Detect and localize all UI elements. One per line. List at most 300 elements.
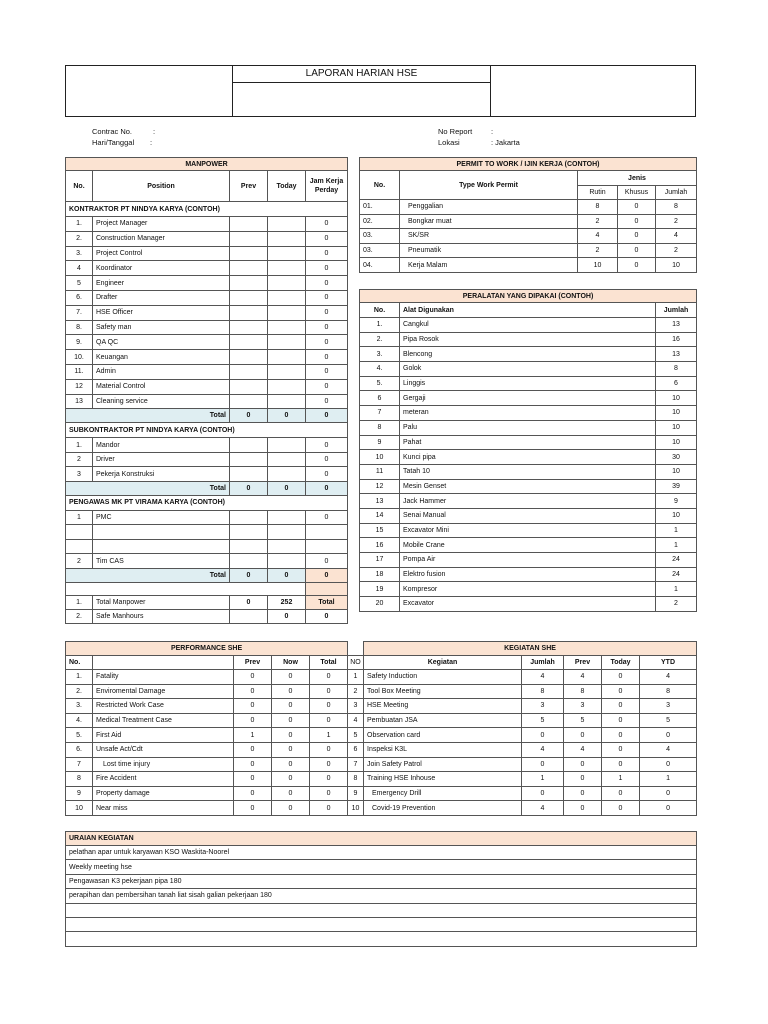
mp-pengawas-jam xyxy=(306,539,348,554)
keg-row-kegiatan: Pembuatan JSA xyxy=(364,713,522,728)
perf-row-total: 0 xyxy=(310,699,348,714)
equipment-row-no: 4. xyxy=(360,362,400,377)
mp-pengawas-no xyxy=(66,525,93,540)
mp-kontraktor-jam: 0 xyxy=(306,276,348,291)
mp-kontraktor-today xyxy=(268,276,306,291)
table-row xyxy=(66,452,348,467)
mp-kontraktor-today xyxy=(268,379,306,394)
mp-empty xyxy=(66,582,306,595)
keg-row-prev: 8 xyxy=(564,684,602,699)
perf-header-item xyxy=(93,656,234,670)
perf-row-now: 0 xyxy=(272,713,310,728)
mp-summary-label: Total Manpower xyxy=(93,595,230,609)
equipment-row-name: Cangkul xyxy=(400,318,656,333)
permit-header-type: Type Work Permit xyxy=(400,171,578,200)
equipment-row-name: Golok xyxy=(400,362,656,377)
table-row xyxy=(66,350,348,365)
mp-subkontraktor-jam: 0 xyxy=(306,452,348,467)
mp-subkontraktor-position: Mandor xyxy=(93,438,230,453)
perf-row-item: Restricted Work Case xyxy=(93,699,234,714)
equipment-row-no: 5. xyxy=(360,376,400,391)
keg-row-ytd: 4 xyxy=(640,742,697,757)
mp-subkontraktor-prev xyxy=(230,452,268,467)
mp-subkontraktor-position: Driver xyxy=(93,452,230,467)
uraian-table xyxy=(65,831,697,947)
uraian-row: Weekly meeting hse xyxy=(66,860,697,874)
perf-row-no: 1. xyxy=(66,670,93,685)
equipment-row-name: Linggis xyxy=(400,376,656,391)
mp-kontraktor-position: HSE Officer xyxy=(93,305,230,320)
mp-pengawas-today xyxy=(268,525,306,540)
equipment-row-no: 2. xyxy=(360,332,400,347)
mp-kontraktor-jam: 0 xyxy=(306,305,348,320)
equipment-row-jumlah: 10 xyxy=(656,464,697,479)
equipment-header-name: Alat Digunakan xyxy=(400,303,656,318)
perf-row-now: 0 xyxy=(272,801,310,816)
mp-kontraktor-no: 8. xyxy=(66,320,93,335)
keg-row-kegiatan: Inspeksi K3L xyxy=(364,742,522,757)
equipment-row-jumlah: 1 xyxy=(656,538,697,553)
perf-row-total: 0 xyxy=(310,742,348,757)
table-row xyxy=(66,539,348,554)
permit-row-khusus: 0 xyxy=(618,200,656,215)
keg-row-today: 0 xyxy=(602,684,640,699)
mp-kontraktor-today xyxy=(268,350,306,365)
keg-row-prev: 0 xyxy=(564,728,602,743)
permit-header-khusus: Khusus xyxy=(618,186,656,200)
permit-row-type: Bongkar muat xyxy=(400,214,578,229)
keg-header-kegiatan: Kegiatan xyxy=(364,656,522,670)
keg-row-no: 5 xyxy=(348,728,364,743)
mp-total-today: 0 xyxy=(268,481,306,495)
equipment-row-jumlah: 13 xyxy=(656,318,697,333)
permit-row-rutin: 2 xyxy=(578,243,618,258)
perf-header-no: No. xyxy=(66,656,93,670)
uraian-row: pelathan apar untuk karyawan KSO Waskita-Noorel xyxy=(66,846,697,860)
keg-row-jumlah: 1 xyxy=(522,772,564,787)
table-row xyxy=(66,525,348,540)
mp-subkontraktor-no: 1. xyxy=(66,438,93,453)
equipment-row-jumlah: 10 xyxy=(656,435,697,450)
equipment-row-name: Excavator Mini xyxy=(400,523,656,538)
perf-row-total: 0 xyxy=(310,757,348,772)
equipment-row-name: Pahat xyxy=(400,435,656,450)
mp-group-pengawas: PENGAWAS MK PT VIRAMA KARYA (CONTOH) xyxy=(66,495,348,510)
equipment-row-no: 6 xyxy=(360,391,400,406)
table-row xyxy=(66,364,348,379)
mp-subkontraktor-today xyxy=(268,438,306,453)
equipment-row-name: Jack Hammer xyxy=(400,494,656,509)
mp-total-jam: 0 xyxy=(306,481,348,495)
keg-row-ytd: 0 xyxy=(640,801,697,816)
mp-kontraktor-position: Koordinator xyxy=(93,261,230,276)
keg-header-ytd: YTD xyxy=(640,656,697,670)
keg-row-kegiatan: Join Safety Patrol xyxy=(364,757,522,772)
keg-row-jumlah: 4 xyxy=(522,670,564,685)
equipment-row-jumlah: 1 xyxy=(656,523,697,538)
table-row xyxy=(66,290,348,305)
mp-pengawas-today xyxy=(268,554,306,569)
equipment-row-name: Pompa Air xyxy=(400,553,656,568)
mp-kontraktor-no: 11. xyxy=(66,364,93,379)
table-row xyxy=(66,438,348,453)
keg-row-kegiatan: Covid-19 Prevention xyxy=(364,801,522,816)
table-row xyxy=(66,305,348,320)
keg-row-prev: 3 xyxy=(564,699,602,714)
keg-row-jumlah: 4 xyxy=(522,801,564,816)
mp-kontraktor-no: 3. xyxy=(66,246,93,261)
keg-row-today: 0 xyxy=(602,786,640,801)
equipment-row-jumlah: 13 xyxy=(656,347,697,362)
equipment-row-no: 12 xyxy=(360,479,400,494)
mp-pengawas-today xyxy=(268,510,306,525)
keg-row-jumlah: 3 xyxy=(522,699,564,714)
mp-kontraktor-position: Construction Manager xyxy=(93,231,230,246)
perf-row-item: Near miss xyxy=(93,801,234,816)
mp-kontraktor-prev xyxy=(230,379,268,394)
keg-row-today: 0 xyxy=(602,670,640,685)
keg-row-no: 4 xyxy=(348,713,364,728)
keg-row-no: 2 xyxy=(348,684,364,699)
permit-row-no: 03. xyxy=(360,243,400,258)
mp-total-today: 0 xyxy=(268,568,306,582)
permit-row-jumlah: 2 xyxy=(656,214,697,229)
perf-row-prev: 0 xyxy=(234,801,272,816)
keg-row-today: 0 xyxy=(602,728,640,743)
permit-row-no: 02. xyxy=(360,214,400,229)
mp-kontraktor-jam: 0 xyxy=(306,290,348,305)
equipment-row-no: 15 xyxy=(360,523,400,538)
mp-kontraktor-prev xyxy=(230,217,268,232)
perf-row-now: 0 xyxy=(272,728,310,743)
manpower-table xyxy=(65,157,348,624)
perf-row-no: 2. xyxy=(66,684,93,699)
mp-kontraktor-position: Material Control xyxy=(93,379,230,394)
keg-row-today: 0 xyxy=(602,801,640,816)
table-row xyxy=(66,320,348,335)
uraian-row: Pengawasan K3 pekerjaan pipa 180 xyxy=(66,874,697,888)
equipment-row-name: Pipa Rosok xyxy=(400,332,656,347)
perf-row-item: Fatality xyxy=(93,670,234,685)
perf-row-total: 0 xyxy=(310,684,348,699)
perf-row-no: 9 xyxy=(66,786,93,801)
mp-kontraktor-jam: 0 xyxy=(306,335,348,350)
permit-row-rutin: 4 xyxy=(578,229,618,244)
mp-kontraktor-prev xyxy=(230,290,268,305)
mp-kontraktor-position: Keuangan xyxy=(93,350,230,365)
manpower-title: MANPOWER xyxy=(66,158,348,171)
report-label: No Report xyxy=(438,127,473,136)
keg-row-kegiatan: Observation card xyxy=(364,728,522,743)
mp-pengawas-no: 2 xyxy=(66,554,93,569)
page-title: LAPORAN HARIAN HSE xyxy=(233,66,490,83)
perf-header-now: Now xyxy=(272,656,310,670)
mp-kontraktor-no: 2. xyxy=(66,231,93,246)
mp-kontraktor-today xyxy=(268,246,306,261)
keg-row-ytd: 5 xyxy=(640,713,697,728)
keg-row-kegiatan: Safety Induction xyxy=(364,670,522,685)
mp-pengawas-position: Tim CAS xyxy=(93,554,230,569)
perf-row-item: Medical Treatment Case xyxy=(93,713,234,728)
mp-kontraktor-today xyxy=(268,364,306,379)
equipment-row-no: 3. xyxy=(360,347,400,362)
mp-kontraktor-prev xyxy=(230,364,268,379)
date-value: : xyxy=(150,138,153,147)
keg-row-kegiatan: Training HSE Inhouse xyxy=(364,772,522,787)
equipment-row-name: Mesin Genset xyxy=(400,479,656,494)
location-label: Lokasi xyxy=(438,138,460,147)
perf-row-item: Property damage xyxy=(93,786,234,801)
mp-total-spacer: Total xyxy=(66,481,230,495)
keg-row-no: 1 xyxy=(348,670,364,685)
mp-summary-label: Safe Manhours xyxy=(93,609,230,623)
mp-header-no: No. xyxy=(66,171,93,202)
mp-empty-peach xyxy=(306,582,348,595)
mp-total-spacer: Total xyxy=(66,568,230,582)
perf-row-item: Lost time injury xyxy=(93,757,234,772)
keg-header-today: Today xyxy=(602,656,640,670)
perf-row-total: 1 xyxy=(310,728,348,743)
perf-row-total: 0 xyxy=(310,801,348,816)
perf-row-total: 0 xyxy=(310,786,348,801)
location-value: : Jakarta xyxy=(491,138,520,147)
keg-row-prev: 0 xyxy=(564,786,602,801)
perf-row-now: 0 xyxy=(272,699,310,714)
equipment-row-no: 11 xyxy=(360,464,400,479)
equipment-row-name: Mobile Crane xyxy=(400,538,656,553)
mp-pengawas-prev xyxy=(230,539,268,554)
keg-row-jumlah: 8 xyxy=(522,684,564,699)
permit-row-rutin: 8 xyxy=(578,200,618,215)
keg-row-jumlah: 5 xyxy=(522,713,564,728)
equipment-row-jumlah: 2 xyxy=(656,597,697,612)
keg-row-jumlah: 0 xyxy=(522,786,564,801)
keg-row-jumlah: 4 xyxy=(522,742,564,757)
keg-row-today: 0 xyxy=(602,699,640,714)
keg-row-prev: 4 xyxy=(564,670,602,685)
permit-row-khusus: 0 xyxy=(618,229,656,244)
keg-row-today: 0 xyxy=(602,757,640,772)
kegiatan-table xyxy=(347,641,697,816)
equipment-row-no: 7 xyxy=(360,406,400,421)
mp-kontraktor-position: Engineer xyxy=(93,276,230,291)
mp-kontraktor-position: Admin xyxy=(93,364,230,379)
mp-total-prev: 0 xyxy=(230,568,268,582)
mp-kontraktor-prev xyxy=(230,350,268,365)
mp-kontraktor-today xyxy=(268,217,306,232)
equipment-row-jumlah: 10 xyxy=(656,420,697,435)
permit-row-jumlah: 8 xyxy=(656,200,697,215)
equipment-row-jumlah: 6 xyxy=(656,376,697,391)
permit-title: PERMIT TO WORK / IJIN KERJA (CONTOH) xyxy=(360,158,697,171)
permit-row-no: 03. xyxy=(360,229,400,244)
mp-pengawas-no xyxy=(66,539,93,554)
equipment-row-no: 19 xyxy=(360,582,400,597)
permit-row-type: Penggalian xyxy=(400,200,578,215)
permit-row-jumlah: 2 xyxy=(656,243,697,258)
perf-row-no: 8 xyxy=(66,772,93,787)
mp-summary-today: 0 xyxy=(268,609,306,623)
mp-total-prev: 0 xyxy=(230,481,268,495)
perf-row-prev: 0 xyxy=(234,670,272,685)
mp-kontraktor-position: Cleaning service xyxy=(93,394,230,409)
performance-table xyxy=(65,641,348,816)
table-row xyxy=(66,335,348,350)
perf-row-now: 0 xyxy=(272,684,310,699)
perf-header-prev: Prev xyxy=(234,656,272,670)
equipment-row-no: 1. xyxy=(360,318,400,333)
mp-header-prev: Prev xyxy=(230,171,268,202)
uraian-row xyxy=(66,903,697,917)
keg-row-prev: 0 xyxy=(564,801,602,816)
mp-subkontraktor-no: 2 xyxy=(66,452,93,467)
mp-kontraktor-today xyxy=(268,261,306,276)
mp-kontraktor-prev xyxy=(230,231,268,246)
perf-row-no: 7 xyxy=(66,757,93,772)
permit-row-khusus: 0 xyxy=(618,214,656,229)
mp-kontraktor-prev xyxy=(230,305,268,320)
mp-kontraktor-jam: 0 xyxy=(306,217,348,232)
kegiatan-title: KEGIATAN SHE xyxy=(364,642,697,656)
perf-row-item: Fire Accident xyxy=(93,772,234,787)
contract-label: Contrac No. xyxy=(92,127,133,136)
keg-row-today: 1 xyxy=(602,772,640,787)
equipment-table xyxy=(359,289,697,612)
mp-kontraktor-jam: 0 xyxy=(306,350,348,365)
permit-header-jumlah: Jumlah xyxy=(656,186,697,200)
keg-row-today: 0 xyxy=(602,713,640,728)
permit-row-khusus: 0 xyxy=(618,258,656,273)
perf-row-prev: 0 xyxy=(234,757,272,772)
equipment-row-jumlah: 16 xyxy=(656,332,697,347)
perf-row-item: Enviromental Damage xyxy=(93,684,234,699)
permit-row-type: Pneumatik xyxy=(400,243,578,258)
date-label: Hari/Tanggal xyxy=(92,138,135,147)
mp-kontraktor-prev xyxy=(230,276,268,291)
mp-kontraktor-no: 12 xyxy=(66,379,93,394)
perf-row-total: 0 xyxy=(310,670,348,685)
mp-kontraktor-no: 10. xyxy=(66,350,93,365)
mp-kontraktor-position: Project Control xyxy=(93,246,230,261)
equipment-row-name: Palu xyxy=(400,420,656,435)
mp-kontraktor-no: 1. xyxy=(66,217,93,232)
equipment-row-no: 20 xyxy=(360,597,400,612)
mp-subkontraktor-no: 3 xyxy=(66,467,93,482)
equipment-row-jumlah: 10 xyxy=(656,391,697,406)
equipment-row-jumlah: 39 xyxy=(656,479,697,494)
perf-row-no: 6. xyxy=(66,742,93,757)
header-box xyxy=(65,65,696,117)
mp-pengawas-prev xyxy=(230,510,268,525)
keg-row-prev: 4 xyxy=(564,742,602,757)
table-row xyxy=(66,276,348,291)
mp-kontraktor-jam: 0 xyxy=(306,320,348,335)
mp-subkontraktor-today xyxy=(268,452,306,467)
equipment-row-no: 9 xyxy=(360,435,400,450)
mp-kontraktor-no: 4 xyxy=(66,261,93,276)
mp-kontraktor-today xyxy=(268,394,306,409)
equipment-row-no: 8 xyxy=(360,420,400,435)
mp-kontraktor-prev xyxy=(230,246,268,261)
mp-subkontraktor-prev xyxy=(230,438,268,453)
keg-row-ytd: 0 xyxy=(640,786,697,801)
mp-kontraktor-jam: 0 xyxy=(306,261,348,276)
perf-row-now: 0 xyxy=(272,786,310,801)
perf-row-prev: 0 xyxy=(234,742,272,757)
equipment-row-name: Kompresor xyxy=(400,582,656,597)
mp-group-subkontraktor: SUBKONTRAKTOR PT NINDYA KARYA (CONTOH) xyxy=(66,423,348,438)
mp-summary-prev xyxy=(230,609,268,623)
perf-header-total: Total xyxy=(310,656,348,670)
mp-kontraktor-jam: 0 xyxy=(306,364,348,379)
mp-kontraktor-jam: 0 xyxy=(306,231,348,246)
permit-header-jenis: Jenis xyxy=(578,171,697,186)
permit-row-no: 04. xyxy=(360,258,400,273)
perf-row-prev: 0 xyxy=(234,772,272,787)
table-row xyxy=(66,554,348,569)
perf-row-item: First Aid xyxy=(93,728,234,743)
report-value: : xyxy=(491,127,494,136)
mp-kontraktor-no: 7. xyxy=(66,305,93,320)
perf-row-item: Unsafe Act/Cdt xyxy=(93,742,234,757)
equipment-title: PERALATAN YANG DIPAKAI (CONTOH) xyxy=(360,290,697,303)
equipment-row-name: Gergaji xyxy=(400,391,656,406)
equipment-row-jumlah: 10 xyxy=(656,508,697,523)
equipment-header-jumlah: Jumlah xyxy=(656,303,697,318)
equipment-row-jumlah: 10 xyxy=(656,406,697,421)
mp-pengawas-jam: 0 xyxy=(306,554,348,569)
mp-kontraktor-today xyxy=(268,290,306,305)
mp-summary-no: 1. xyxy=(66,595,93,609)
mp-pengawas-prev xyxy=(230,554,268,569)
header-center xyxy=(232,66,491,116)
mp-total-jam: 0 xyxy=(306,568,348,582)
keg-row-no: 7 xyxy=(348,757,364,772)
equipment-row-no: 16 xyxy=(360,538,400,553)
keg-row-kegiatan: Tool Box Meeting xyxy=(364,684,522,699)
equipment-row-no: 18 xyxy=(360,567,400,582)
mp-summary-no: 2. xyxy=(66,609,93,623)
permit-row-khusus: 0 xyxy=(618,243,656,258)
mp-total-jam: 0 xyxy=(306,409,348,423)
keg-header-no: NO xyxy=(348,656,364,670)
equipment-row-no: 13 xyxy=(360,494,400,509)
contract-value: : xyxy=(153,127,156,136)
equipment-row-jumlah: 24 xyxy=(656,567,697,582)
equipment-row-no: 17 xyxy=(360,553,400,568)
permit-row-rutin: 10 xyxy=(578,258,618,273)
perf-row-prev: 0 xyxy=(234,713,272,728)
keg-row-no: 10 xyxy=(348,801,364,816)
keg-row-no: 6 xyxy=(348,742,364,757)
perf-row-now: 0 xyxy=(272,670,310,685)
uraian-row: perapihan dan pembersihan tanah liat sisah galian pekerjaan 180 xyxy=(66,889,697,903)
keg-row-ytd: 8 xyxy=(640,684,697,699)
keg-row-prev: 0 xyxy=(564,757,602,772)
mp-pengawas-jam: 0 xyxy=(306,510,348,525)
mp-pengawas-today xyxy=(268,539,306,554)
equipment-row-jumlah: 24 xyxy=(656,553,697,568)
keg-row-no: 8 xyxy=(348,772,364,787)
perf-row-now: 0 xyxy=(272,772,310,787)
perf-row-prev: 0 xyxy=(234,684,272,699)
table-row xyxy=(66,467,348,482)
equipment-row-name: Elektro fusion xyxy=(400,567,656,582)
table-row xyxy=(66,394,348,409)
mp-summary-jam: Total xyxy=(306,595,348,609)
keg-row-prev: 5 xyxy=(564,713,602,728)
perf-row-no: 3. xyxy=(66,699,93,714)
